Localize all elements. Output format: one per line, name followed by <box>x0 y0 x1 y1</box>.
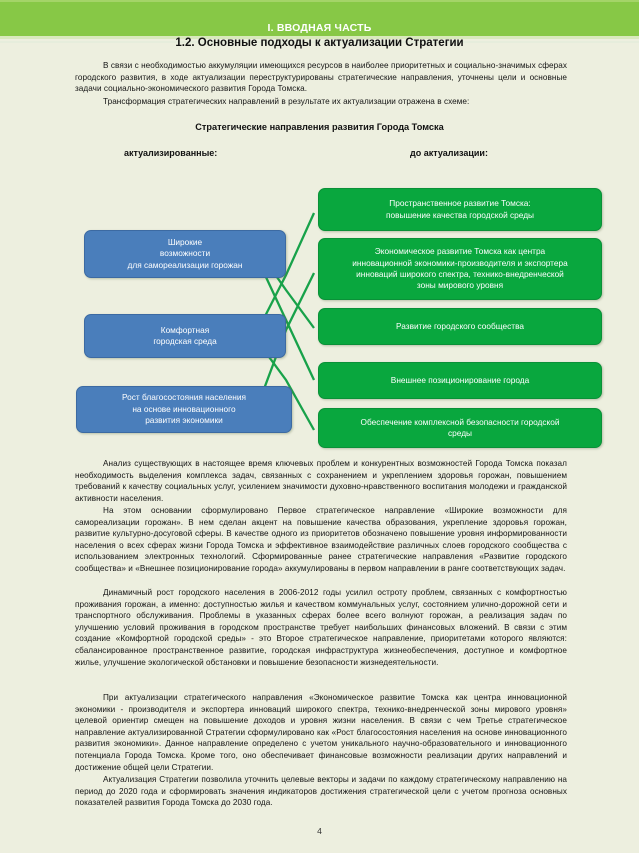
intro-paragraph-2: Трансформация стратегических направлений в результате их актуализации отражена в схеме: <box>103 97 470 106</box>
body-paragraph-1: Анализ существующих в настоящее время ключевых проблем и конкурентных возможностей Города Томска показал необходимость выделения комплекса задач, связанных с сохранением и укреплением здоровья горожан, повышением требований к качеству социальных услуг, усилением значимости духовно-нравственного воспитания молодежи и гражданской активности населения. <box>75 459 567 503</box>
body-paragraph-3: Динамичный рост городского населения в 2006-2012 годы усилил остроту проблем, связанных с комфортностью проживания горожан, а именно: доступностью жилья и качеством коммунальных услуг, состоянием улично-дорожной сети и транспортного обслуживания. Проблемы в указанных сферах более всего волнуют горожан, а реализация задач по улучшению условий проживания в городском пространстве требует наибольших финансовых вложений. В связи с этим создание «Комфортной городской среды» - это Второе стратегическое направление, приоритетами которого являются: сбалансированное пространственное развитие, городская инфраструктура жизнеобеспечения, доступное и комфортное жилье, улучшение экологической обстановки и повышение безопасности жизнедеятельности. <box>75 588 567 667</box>
body-paragraph-5: Актуализация Стратегии позволила уточнить целевые векторы и задачи по каждому стратегическому направлению на период до 2020 года и сформировать значения индикаторов достижения стратегической цели с учетом прогноза основных показателей развития Города Томска до 2030 года. <box>75 775 567 808</box>
intro-paragraph-1: В связи с необходимостью аккумуляции имеющихся ресурсов в наиболее приоритетных и социально-значимых сферах городского развития, в ходе актуализации переструктурированы стратегические направления, уточнены цели и основные задачи социально-экономического развития Города Томска. <box>75 61 567 94</box>
page-number: 4 <box>317 826 322 836</box>
scheme-right-label: до актуализации: <box>410 148 488 158</box>
diagram-node-left-3[interactable]: Рост благосостояния населения на основе инновационного развития экономики <box>76 386 292 433</box>
diagram-node-right-3[interactable]: Развитие городского сообщества <box>318 308 602 345</box>
diagram-node-right-4[interactable]: Внешнее позиционирование города <box>318 362 602 399</box>
banner-top-rule <box>0 0 639 2</box>
diagram-node-left-1[interactable]: Широкие возможности для самореализации горожан <box>84 230 286 278</box>
diagram-node-right-2[interactable]: Экономическое развитие Томска как центра инновационной экономики-производителя и экспортера инноваций широкого спектра, технико-внедренческой зоны мирового уровня <box>318 238 602 300</box>
page-title: 1.2. Основные подходы к актуализации Стратегии <box>175 37 464 49</box>
diagram-node-left-2[interactable]: Комфортная городская среда <box>84 314 286 358</box>
strategy-diagram <box>0 180 639 455</box>
diagram-node-right-1[interactable]: Пространственное развитие Томска: повышение качества городской среды <box>318 188 602 231</box>
body-paragraph-4: При актуализации стратегического направления «Экономическое развитие Томска как центра инновационной экономики - производителя и экспортера инноваций широкого спектра, технико-внедренческой зоны мирового уровня» целевой ориентир смещен на повышение доходов и уровня жизни населения. В связи с чем Третье стратегическое направление актуализированной Стратегии сформулировано как «Рост благосостояния населения на основе инновационного развития экономики». Данное направление определено с учетом уникального научно-образовательного и инновационного потенциала Города Томска. Кроме того, оно обеспечивает финансовые возможности реализации других направлений и достижение общей цели Стратегии. <box>75 693 567 772</box>
body-paragraph-2: На этом основании сформулировано Первое стратегическое направление «Широкие возможности для самореализации горожан». В нем сделан акцент на повышение качества образования, укрепление здоровья горожан, развитие культурно-досуговой сферы. В качестве одного из приоритетов обозначено повышение уровня информированности населения о всех сферах жизни Города Томска и эффективное взаимодействие различных слоев городского сообщества с использованием электронных технологий. Сформированные ранее стратегические направления «Развитие городского сообщества» и «Внешнее позиционирование города» аккумулированы в первом направлении в ранге соответствующих задач. <box>75 506 567 573</box>
scheme-heading: Стратегические направления развития Города Томска <box>195 122 444 132</box>
scheme-left-label: актуализированные: <box>124 148 218 158</box>
section-tag: I. ВВОДНАЯ ЧАСТЬ <box>267 22 372 34</box>
diagram-node-right-5[interactable]: Обеспечение комплексной безопасности городской среды <box>318 408 602 448</box>
